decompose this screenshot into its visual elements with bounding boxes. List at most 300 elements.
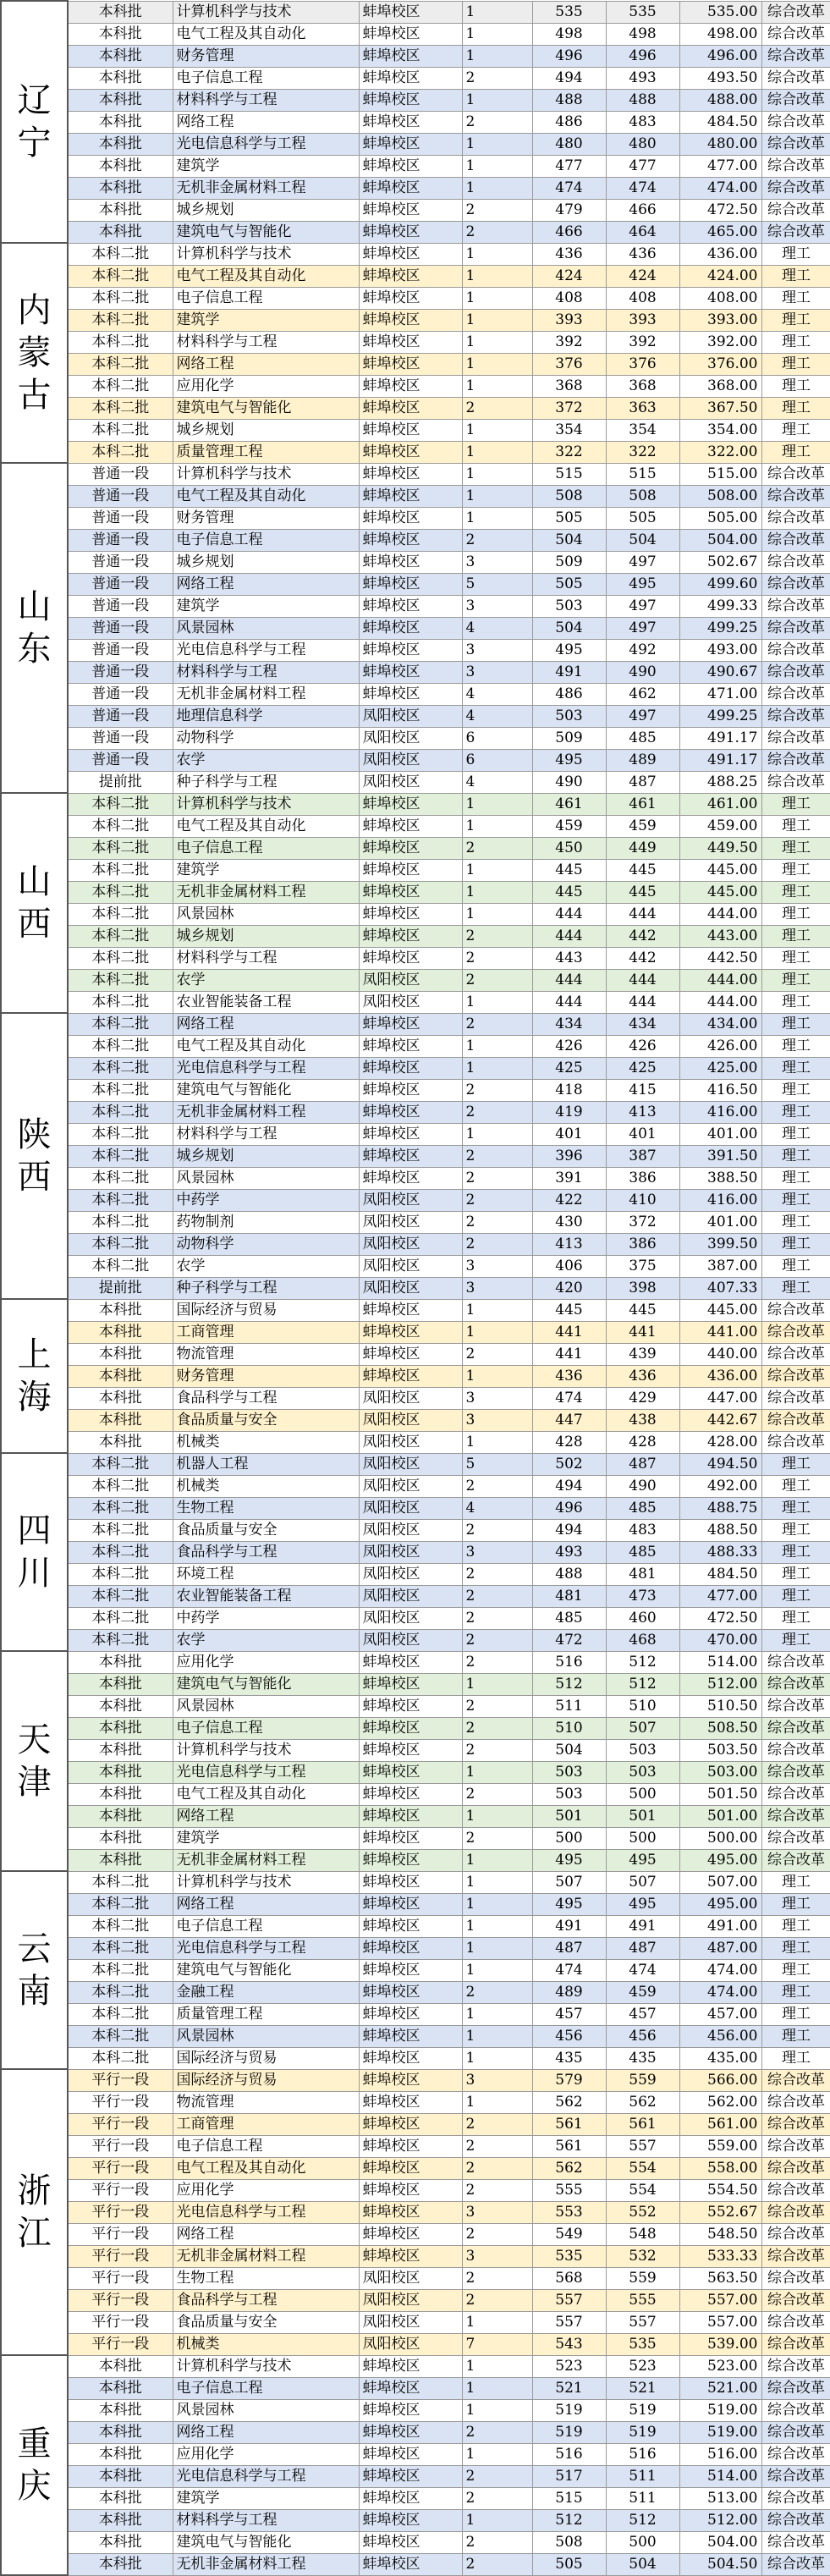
subject-type-cell: 理工: [761, 1255, 830, 1277]
major-cell: 电气工程及其自动化: [173, 815, 359, 837]
campus-cell: 蚌埠校区: [359, 397, 462, 419]
subject-type-cell: 综合改革: [761, 1365, 830, 1387]
major-cell: 材料科学与工程: [173, 89, 359, 111]
min-score-cell: 548: [606, 2223, 679, 2245]
campus-cell: 蚌埠校区: [359, 89, 462, 111]
major-cell: 应用化学: [173, 1651, 359, 1673]
avg-score-cell: 444.00: [679, 969, 761, 991]
min-score-cell: 456: [606, 2025, 679, 2047]
campus-cell: 蚌埠校区: [359, 2399, 462, 2421]
major-cell: 电子信息工程: [173, 287, 359, 309]
major-cell: 电气工程及其自动化: [173, 265, 359, 287]
avg-score-cell: 488.50: [679, 1519, 761, 1541]
subject-type-cell: 综合改革: [761, 2355, 830, 2377]
max-score-cell: 555: [532, 2179, 606, 2201]
table-row: [1, 2135, 830, 2157]
major-cell: 建筑学: [173, 155, 359, 177]
max-score-cell: 434: [532, 1013, 606, 1035]
min-score-cell: 492: [606, 639, 679, 661]
batch-cell: 平行一段: [68, 2311, 173, 2333]
table-row: [1, 1673, 830, 1695]
subject-type-cell: 综合改革: [761, 1321, 830, 1343]
max-score-cell: 479: [532, 199, 606, 221]
major-cell: 建筑电气与智能化: [173, 397, 359, 419]
min-score-cell: 503: [606, 1761, 679, 1783]
campus-cell: 凤阳校区: [359, 1497, 462, 1519]
table-row: [1, 199, 830, 221]
campus-cell: 蚌埠校区: [359, 1937, 462, 1959]
avg-score-cell: 562.00: [679, 2091, 761, 2113]
plan-count-cell: 2: [462, 529, 532, 551]
min-score-cell: 387: [606, 1145, 679, 1167]
batch-cell: 普通一段: [68, 485, 173, 507]
campus-cell: 蚌埠校区: [359, 2509, 462, 2531]
major-cell: 机器人工程: [173, 1453, 359, 1475]
min-score-cell: 493: [606, 67, 679, 89]
avg-score-cell: 539.00: [679, 2333, 761, 2355]
min-score-cell: 354: [606, 419, 679, 441]
major-cell: 网络工程: [173, 2421, 359, 2443]
subject-type-cell: 理工: [761, 1057, 830, 1079]
major-cell: 光电信息科学与工程: [173, 1057, 359, 1079]
min-score-cell: 481: [606, 1563, 679, 1585]
avg-score-cell: 488.33: [679, 1541, 761, 1563]
batch-cell: 本科批: [68, 155, 173, 177]
avg-score-cell: 493.00: [679, 639, 761, 661]
batch-cell: 本科批: [68, 1761, 173, 1783]
min-score-cell: 473: [606, 1585, 679, 1607]
batch-cell: 本科批: [68, 1739, 173, 1761]
plan-count-cell: 2: [462, 2223, 532, 2245]
avg-score-cell: 444.00: [679, 903, 761, 925]
plan-count-cell: 1: [462, 881, 532, 903]
max-score-cell: 420: [532, 1277, 606, 1299]
plan-count-cell: 1: [462, 177, 532, 199]
table-row: [1, 793, 830, 815]
major-cell: 网络工程: [173, 573, 359, 595]
min-score-cell: 464: [606, 221, 679, 243]
campus-cell: 凤阳校区: [359, 749, 462, 771]
subject-type-cell: 理工: [761, 815, 830, 837]
min-score-cell: 489: [606, 749, 679, 771]
min-score-cell: 487: [606, 771, 679, 793]
major-cell: 中药学: [173, 1607, 359, 1629]
plan-count-cell: 2: [462, 397, 532, 419]
plan-count-cell: 2: [462, 221, 532, 243]
min-score-cell: 442: [606, 925, 679, 947]
plan-count-cell: 2: [462, 2531, 532, 2553]
campus-cell: 凤阳校区: [359, 1475, 462, 1497]
campus-cell: 凤阳校区: [359, 1233, 462, 1255]
max-score-cell: 393: [532, 309, 606, 331]
major-cell: 风景园林: [173, 2025, 359, 2047]
batch-cell: 本科批: [68, 111, 173, 133]
min-score-cell: 485: [606, 727, 679, 749]
avg-score-cell: 501.00: [679, 1805, 761, 1827]
max-score-cell: 494: [532, 1519, 606, 1541]
subject-type-cell: 理工: [761, 837, 830, 859]
plan-count-cell: 3: [462, 2201, 532, 2223]
max-score-cell: 561: [532, 2113, 606, 2135]
avg-score-cell: 471.00: [679, 683, 761, 705]
subject-type-cell: 综合改革: [761, 111, 830, 133]
plan-count-cell: 1: [462, 353, 532, 375]
major-cell: 风景园林: [173, 1695, 359, 1717]
campus-cell: 蚌埠校区: [359, 2531, 462, 2553]
avg-score-cell: 488.75: [679, 1497, 761, 1519]
table-row: [1, 1563, 830, 1585]
subject-type-cell: 理工: [761, 1035, 830, 1057]
avg-score-cell: 548.50: [679, 2223, 761, 2245]
avg-score-cell: 493.50: [679, 67, 761, 89]
campus-cell: 蚌埠校区: [359, 903, 462, 925]
table-row: [1, 1541, 830, 1563]
min-score-cell: 386: [606, 1233, 679, 1255]
min-score-cell: 386: [606, 1167, 679, 1189]
max-score-cell: 392: [532, 331, 606, 353]
major-cell: 风景园林: [173, 2399, 359, 2421]
table-row: [1, 639, 830, 661]
campus-cell: 蚌埠校区: [359, 155, 462, 177]
subject-type-cell: 综合改革: [761, 2069, 830, 2091]
max-score-cell: 495: [532, 1893, 606, 1915]
campus-cell: 蚌埠校区: [359, 2377, 462, 2399]
batch-cell: 本科批: [68, 2531, 173, 2553]
campus-cell: 蚌埠校区: [359, 661, 462, 683]
subject-type-cell: 理工: [761, 2003, 830, 2025]
avg-score-cell: 535.00: [679, 1, 761, 23]
subject-type-cell: 理工: [761, 1937, 830, 1959]
plan-count-cell: 1: [462, 375, 532, 397]
avg-score-cell: 508.50: [679, 1717, 761, 1739]
max-score-cell: 502: [532, 1453, 606, 1475]
min-score-cell: 491: [606, 1915, 679, 1937]
max-score-cell: 435: [532, 2047, 606, 2069]
plan-count-cell: 4: [462, 683, 532, 705]
major-cell: 计算机科学与技术: [173, 2355, 359, 2377]
major-cell: 电子信息工程: [173, 2377, 359, 2399]
campus-cell: 蚌埠校区: [359, 683, 462, 705]
table-row: [1, 1761, 830, 1783]
batch-cell: 本科批: [68, 2421, 173, 2443]
campus-cell: 蚌埠校区: [359, 133, 462, 155]
major-cell: 无机非金属材料工程: [173, 881, 359, 903]
avg-score-cell: 388.50: [679, 1167, 761, 1189]
plan-count-cell: 5: [462, 1453, 532, 1475]
table-row: [1, 177, 830, 199]
max-score-cell: 486: [532, 683, 606, 705]
major-cell: 电气工程及其自动化: [173, 23, 359, 45]
subject-type-cell: 综合改革: [761, 507, 830, 529]
min-score-cell: 495: [606, 1893, 679, 1915]
batch-cell: 本科批: [68, 199, 173, 221]
batch-cell: 本科二批: [68, 1629, 173, 1651]
table-row: [1, 1145, 830, 1167]
min-score-cell: 505: [606, 507, 679, 529]
campus-cell: 蚌埠校区: [359, 1717, 462, 1739]
major-cell: 电气工程及其自动化: [173, 485, 359, 507]
plan-count-cell: 2: [462, 2113, 532, 2135]
batch-cell: 本科二批: [68, 2047, 173, 2069]
major-cell: 电气工程及其自动化: [173, 2157, 359, 2179]
max-score-cell: 489: [532, 1981, 606, 2003]
min-score-cell: 438: [606, 1409, 679, 1431]
subject-type-cell: 理工: [761, 1541, 830, 1563]
min-score-cell: 561: [606, 2113, 679, 2135]
batch-cell: 本科批: [68, 1431, 173, 1453]
batch-cell: 本科批: [68, 2443, 173, 2465]
table-row: [1, 2245, 830, 2267]
batch-cell: 本科批: [68, 2509, 173, 2531]
batch-cell: 普通一段: [68, 727, 173, 749]
min-score-cell: 410: [606, 1189, 679, 1211]
min-score-cell: 504: [606, 529, 679, 551]
batch-cell: 本科二批: [68, 287, 173, 309]
batch-cell: 平行一段: [68, 2069, 173, 2091]
campus-cell: 蚌埠校区: [359, 595, 462, 617]
subject-type-cell: 理工: [761, 419, 830, 441]
plan-count-cell: 2: [462, 1519, 532, 1541]
batch-cell: 平行一段: [68, 2179, 173, 2201]
table-row: [1, 903, 830, 925]
batch-cell: 本科二批: [68, 419, 173, 441]
table-row: [1, 1695, 830, 1717]
table-row: [1, 573, 830, 595]
plan-count-cell: 1: [462, 1299, 532, 1321]
campus-cell: 蚌埠校区: [359, 1849, 462, 1871]
plan-count-cell: 1: [462, 793, 532, 815]
plan-count-cell: 4: [462, 705, 532, 727]
major-cell: 生物工程: [173, 2267, 359, 2289]
subject-type-cell: 理工: [761, 1013, 830, 1035]
subject-type-cell: 理工: [761, 1607, 830, 1629]
subject-type-cell: 综合改革: [761, 2531, 830, 2553]
table-row: [1, 111, 830, 133]
min-score-cell: 497: [606, 551, 679, 573]
subject-type-cell: 综合改革: [761, 2245, 830, 2267]
table-row: [1, 67, 830, 89]
min-score-cell: 490: [606, 1475, 679, 1497]
batch-cell: 本科二批: [68, 331, 173, 353]
plan-count-cell: 3: [462, 639, 532, 661]
table-row: [1, 551, 830, 573]
table-row: [1, 23, 830, 45]
major-cell: 金融工程: [173, 1981, 359, 2003]
campus-cell: 蚌埠校区: [359, 2091, 462, 2113]
min-score-cell: 441: [606, 1321, 679, 1343]
max-score-cell: 517: [532, 2465, 606, 2487]
major-cell: 材料科学与工程: [173, 2509, 359, 2531]
table-row: [1, 1607, 830, 1629]
max-score-cell: 441: [532, 1343, 606, 1365]
avg-score-cell: 495.00: [679, 1849, 761, 1871]
plan-count-cell: 1: [462, 1871, 532, 1893]
table-row: [1, 1937, 830, 1959]
subject-type-cell: 综合改革: [761, 67, 830, 89]
table-row: [1, 2465, 830, 2487]
min-score-cell: 500: [606, 1783, 679, 1805]
province-name: 上 海: [17, 1335, 52, 1417]
avg-score-cell: 474.00: [679, 1959, 761, 1981]
province-label: [1, 1651, 68, 1871]
avg-score-cell: 516.00: [679, 2443, 761, 2465]
batch-cell: 本科二批: [68, 1189, 173, 1211]
major-cell: 计算机科学与技术: [173, 463, 359, 485]
major-cell: 食品质量与安全: [173, 2311, 359, 2333]
subject-type-cell: 综合改革: [761, 2421, 830, 2443]
major-cell: 材料科学与工程: [173, 661, 359, 683]
subject-type-cell: 理工: [761, 1145, 830, 1167]
table-row: [1, 1805, 830, 1827]
province-label: [1, 1871, 68, 2069]
major-cell: 网络工程: [173, 1013, 359, 1035]
major-cell: 城乡规划: [173, 551, 359, 573]
max-score-cell: 505: [532, 573, 606, 595]
max-score-cell: 495: [532, 749, 606, 771]
table-row: [1, 309, 830, 331]
major-cell: 城乡规划: [173, 199, 359, 221]
plan-count-cell: 1: [462, 89, 532, 111]
max-score-cell: 488: [532, 89, 606, 111]
subject-type-cell: 综合改革: [761, 1409, 830, 1431]
major-cell: 药物制剂: [173, 1211, 359, 1233]
min-score-cell: 461: [606, 793, 679, 815]
plan-count-cell: 1: [462, 2377, 532, 2399]
plan-count-cell: 1: [462, 1321, 532, 1343]
avg-score-cell: 494.50: [679, 1453, 761, 1475]
province-label: [1, 243, 68, 463]
major-cell: 物流管理: [173, 1343, 359, 1365]
campus-cell: 凤阳校区: [359, 771, 462, 793]
campus-cell: 凤阳校区: [359, 1607, 462, 1629]
campus-cell: 蚌埠校区: [359, 617, 462, 639]
subject-type-cell: 理工: [761, 1167, 830, 1189]
min-score-cell: 426: [606, 1035, 679, 1057]
campus-cell: 凤阳校区: [359, 1431, 462, 1453]
subject-type-cell: 理工: [761, 1079, 830, 1101]
table-row: [1, 2157, 830, 2179]
subject-type-cell: 理工: [761, 441, 830, 463]
campus-cell: 蚌埠校区: [359, 2003, 462, 2025]
subject-type-cell: 理工: [761, 1277, 830, 1299]
subject-type-cell: 理工: [761, 1585, 830, 1607]
avg-score-cell: 445.00: [679, 859, 761, 881]
batch-cell: 普通一段: [68, 551, 173, 573]
table-row: [1, 265, 830, 287]
campus-cell: 蚌埠校区: [359, 1365, 462, 1387]
plan-count-cell: 2: [462, 2421, 532, 2443]
batch-cell: 本科二批: [68, 353, 173, 375]
campus-cell: 蚌埠校区: [359, 287, 462, 309]
table-row: [1, 1365, 830, 1387]
avg-score-cell: 554.50: [679, 2179, 761, 2201]
subject-type-cell: 综合改革: [761, 661, 830, 683]
plan-count-cell: 3: [462, 661, 532, 683]
min-score-cell: 474: [606, 177, 679, 199]
min-score-cell: 500: [606, 1827, 679, 1849]
campus-cell: 蚌埠校区: [359, 1101, 462, 1123]
major-cell: 光电信息科学与工程: [173, 2465, 359, 2487]
max-score-cell: 509: [532, 551, 606, 573]
campus-cell: 蚌埠校区: [359, 2025, 462, 2047]
batch-cell: 平行一段: [68, 2245, 173, 2267]
plan-count-cell: 2: [462, 67, 532, 89]
major-cell: 电子信息工程: [173, 1717, 359, 1739]
avg-score-cell: 445.00: [679, 881, 761, 903]
table-row: [1, 1519, 830, 1541]
avg-score-cell: 484.50: [679, 111, 761, 133]
plan-count-cell: 1: [462, 1805, 532, 1827]
min-score-cell: 512: [606, 2509, 679, 2531]
avg-score-cell: 496.00: [679, 45, 761, 67]
batch-cell: 本科二批: [68, 375, 173, 397]
major-cell: 食品质量与安全: [173, 1409, 359, 1431]
major-cell: 建筑学: [173, 859, 359, 881]
campus-cell: 凤阳校区: [359, 1629, 462, 1651]
max-score-cell: 441: [532, 1321, 606, 1343]
table-row: [1, 133, 830, 155]
plan-count-cell: 1: [462, 2091, 532, 2113]
table-row: [1, 89, 830, 111]
subject-type-cell: 综合改革: [761, 89, 830, 111]
min-score-cell: 445: [606, 881, 679, 903]
province-name: 重 庆: [17, 2425, 52, 2506]
plan-count-cell: 2: [462, 1629, 532, 1651]
table-row: [1, 1849, 830, 1871]
campus-cell: 蚌埠校区: [359, 441, 462, 463]
plan-count-cell: 2: [462, 1739, 532, 1761]
table-row: [1, 991, 830, 1013]
max-score-cell: 450: [532, 837, 606, 859]
campus-cell: 蚌埠校区: [359, 551, 462, 573]
subject-type-cell: 理工: [761, 1497, 830, 1519]
batch-cell: 本科批: [68, 67, 173, 89]
batch-cell: 本科二批: [68, 837, 173, 859]
avg-score-cell: 504.00: [679, 529, 761, 551]
subject-type-cell: 综合改革: [761, 1387, 830, 1409]
subject-type-cell: 综合改革: [761, 2487, 830, 2509]
plan-count-cell: 1: [462, 1035, 532, 1057]
major-cell: 计算机科学与技术: [173, 1739, 359, 1761]
min-score-cell: 372: [606, 1211, 679, 1233]
min-score-cell: 511: [606, 2465, 679, 2487]
subject-type-cell: 综合改革: [761, 2553, 830, 2575]
subject-type-cell: 综合改革: [761, 771, 830, 793]
major-cell: 材料科学与工程: [173, 331, 359, 353]
campus-cell: 蚌埠校区: [359, 1651, 462, 1673]
max-score-cell: 372: [532, 397, 606, 419]
table-row: [1, 1497, 830, 1519]
plan-count-cell: 1: [462, 859, 532, 881]
plan-count-cell: 2: [462, 1211, 532, 1233]
table-row: [1, 419, 830, 441]
campus-cell: 蚌埠校区: [359, 221, 462, 243]
max-score-cell: 521: [532, 2377, 606, 2399]
campus-cell: 蚌埠校区: [359, 45, 462, 67]
plan-count-cell: 1: [462, 1365, 532, 1387]
avg-score-cell: 492.00: [679, 1475, 761, 1497]
campus-cell: 蚌埠校区: [359, 2201, 462, 2223]
plan-count-cell: 2: [462, 2135, 532, 2157]
max-score-cell: 368: [532, 375, 606, 397]
max-score-cell: 503: [532, 1783, 606, 1805]
major-cell: 应用化学: [173, 375, 359, 397]
max-score-cell: 511: [532, 1695, 606, 1717]
batch-cell: 本科二批: [68, 309, 173, 331]
min-score-cell: 519: [606, 2421, 679, 2443]
min-score-cell: 512: [606, 1651, 679, 1673]
plan-count-cell: 1: [462, 1915, 532, 1937]
